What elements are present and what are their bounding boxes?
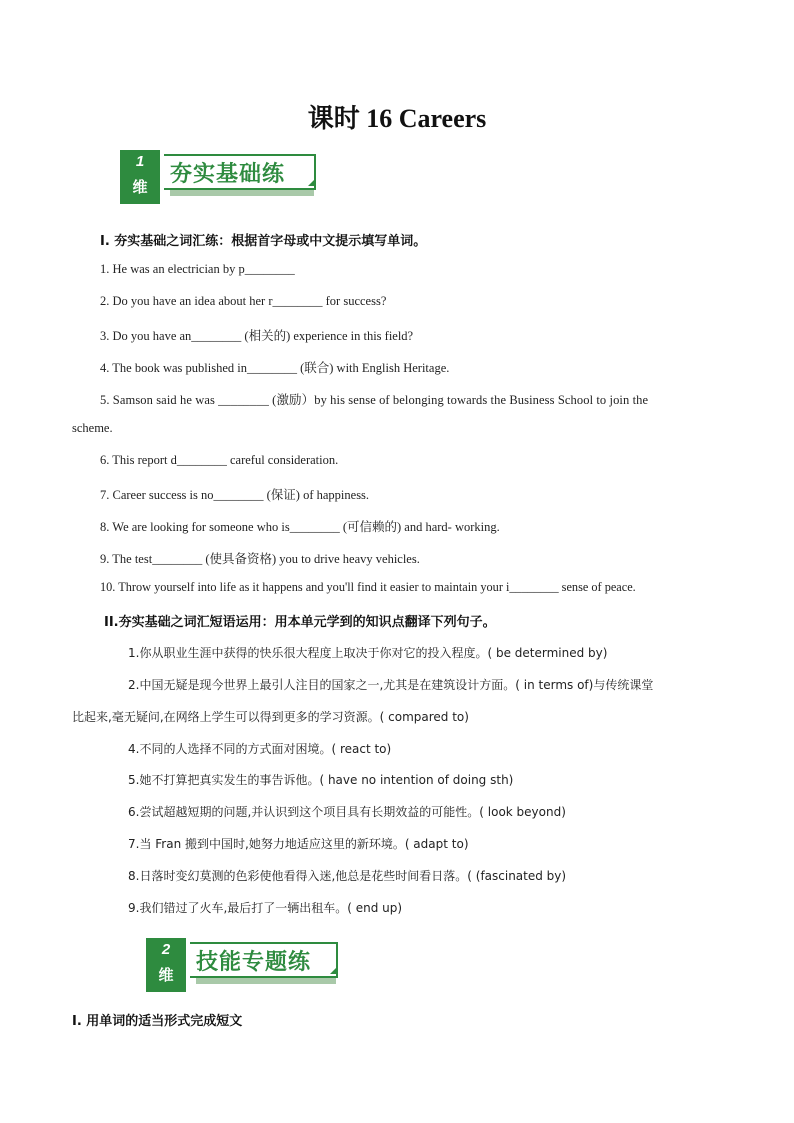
badge-dimension-char: 维 xyxy=(132,178,148,196)
translation-line: 8.日落时变幻莫测的色彩使他看得入迷,他总是花些时间看日落。( (fascinated by) xyxy=(128,869,567,883)
badge-underline xyxy=(170,190,314,196)
exercise-line: scheme. xyxy=(72,421,113,435)
exercise-line: 5. Samson said he was ________ (激励）by his sense of belonging towards the Business School to join the xyxy=(100,393,649,407)
section-heading-vocab: I. 夯实基础之词汇练：根据首字母或中文提示填写单词。 xyxy=(100,234,427,249)
exercise-line: 4. The book was published in________ (联合) with English Heritage. xyxy=(100,361,450,375)
translation-line: 比起来,毫无疑问,在网络上学生可以得到更多的学习资源。( compared to) xyxy=(72,710,469,724)
badge-label: 夯实基础练 xyxy=(170,162,286,187)
exercise-line: 6. This report d________ careful consideration. xyxy=(100,453,339,467)
badge-underline xyxy=(196,978,336,984)
badge-label-box xyxy=(164,154,316,190)
exercise-line: 3. Do you have an________ (相关的) experience in this field? xyxy=(100,329,414,343)
section-badge-1 xyxy=(120,150,320,204)
translation-line: 4.不同的人选择不同的方式面对困境。( react to) xyxy=(128,742,392,756)
translation-line: 6.尝试超越短期的问题,并认识到这个项目具有长期效益的可能性。( look beyond) xyxy=(128,805,566,819)
badge-label: 技能专题练 xyxy=(196,950,312,975)
badge-number: 2 xyxy=(161,941,171,958)
exercise-line: 10. Throw yourself into life as it happens and you'll find it easier to maintain your i________ sense of peace. xyxy=(100,580,636,594)
badge-label-box xyxy=(190,942,338,978)
exercise-line: 1. He was an electrician by p________ xyxy=(100,262,295,276)
badge-corner-icon xyxy=(308,178,316,186)
translation-line: 2.中国无疑是现今世界上最引人注目的国家之一,尤其是在建筑设计方面。( in terms of)与传统课堂 xyxy=(128,678,654,692)
section-heading-translation: II.夯实基础之词汇短语运用：用本单元学到的知识点翻译下列句子。 xyxy=(104,615,496,630)
translation-line: 1.你从职业生涯中获得的快乐很大程度上取决于你对它的投入程度。( be determined by) xyxy=(128,646,608,660)
exercise-line: 9. The test________ (使具备资格) you to drive heavy vehicles. xyxy=(100,552,420,566)
exercise-line: 7. Career success is no________ (保证) of happiness. xyxy=(100,488,370,502)
translation-line: 5.她不打算把真实发生的事告诉他。( have no intention of doing sth) xyxy=(128,773,514,787)
exercise-line: 8. We are looking for someone who is________ (可信赖的) and hard- working. xyxy=(100,520,500,534)
page-title: 课时 16 Careers xyxy=(307,104,487,133)
exercise-line: 2. Do you have an idea about her r________ for success? xyxy=(100,294,387,308)
section-badge-2 xyxy=(146,938,346,992)
badge-corner-icon xyxy=(330,966,338,974)
translation-line: 9.我们错过了火车,最后打了一辆出租车。( end up) xyxy=(128,901,403,915)
badge-number: 1 xyxy=(135,153,145,170)
translation-line: 7.当 Fran 搬到中国时,她努力地适应这里的新环境。( adapt to) xyxy=(128,837,469,851)
badge-dimension-char: 维 xyxy=(158,966,174,984)
section-heading-cloze: I. 用单词的适当形式完成短文 xyxy=(72,1014,243,1029)
